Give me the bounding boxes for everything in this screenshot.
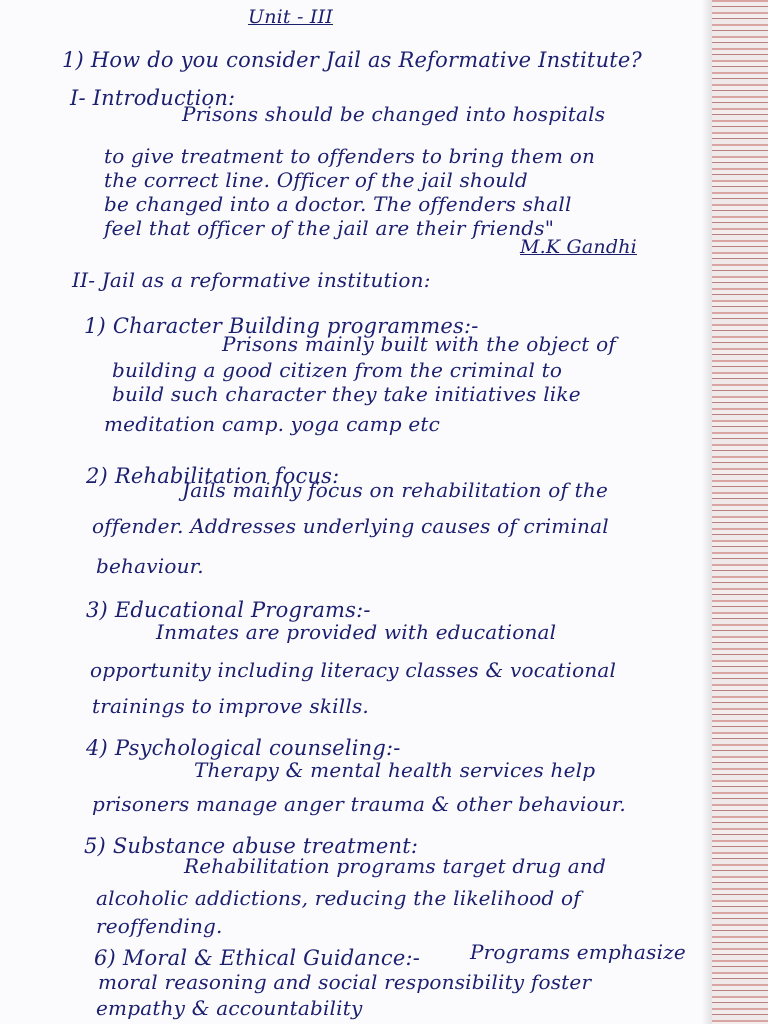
section-heading-reformative: II- Jail as a reformative institution:	[72, 268, 431, 292]
intro-line: Prisons should be changed into hospitals	[182, 102, 606, 126]
point-line: Jails mainly focus on rehabilitation of the	[182, 478, 609, 502]
point-title: 4) Psychological counseling:-	[86, 736, 401, 760]
point-line: behaviour.	[96, 554, 204, 578]
section-heading-introduction: I- Introduction:	[70, 86, 236, 110]
point-line: prisoners manage anger trauma & other behaviour.	[92, 792, 626, 816]
intro-line: be changed into a doctor. The offenders shall	[104, 192, 572, 216]
point-line: empathy & accountability	[96, 996, 363, 1020]
point-title: 1) Character Building programmes:-	[84, 314, 479, 338]
notebook-binding-edge	[712, 0, 768, 1024]
intro-line: to give treatment to offenders to bring them on	[104, 144, 596, 168]
quote-attribution	[520, 238, 637, 257]
point-line: meditation camp. yoga camp etc	[104, 412, 441, 436]
point-line: alcoholic addictions, reducing the likelihood of	[96, 886, 581, 910]
point-line: reoffending.	[96, 914, 223, 938]
point-title: 6) Moral & Ethical Guidance:-	[94, 946, 421, 970]
intro-line: feel that officer of the jail are their friends"	[104, 216, 555, 240]
point-line: Rehabilitation programs target drug and	[184, 854, 607, 878]
point-title: 3) Educational Programs:-	[86, 598, 371, 622]
intro-line: the correct line. Officer of the jail should	[104, 168, 528, 192]
point-line: moral reasoning and social responsibility foster	[98, 970, 592, 994]
point-line: Programs emphasize	[470, 940, 686, 964]
question-text: 1) How do you consider Jail as Reformative Institute?	[62, 48, 643, 72]
point-line: building a good citizen from the criminal to	[112, 358, 563, 382]
point-line: trainings to improve skills.	[92, 694, 369, 718]
binding-shadow	[702, 0, 712, 1024]
point-title: 5) Substance abuse treatment:	[84, 834, 419, 858]
point-line: build such character they take initiatives like	[112, 382, 581, 406]
point-line: Prisons mainly built with the object of	[222, 332, 616, 356]
point-line: Therapy & mental health services help	[194, 758, 596, 782]
point-title: 2) Rehabilitation focus:	[86, 464, 340, 488]
point-line: opportunity including literacy classes & vocational	[90, 658, 617, 682]
point-line: Inmates are provided with educational	[156, 620, 557, 644]
page-title: Unit - III	[248, 6, 333, 28]
attribution-name: M.K Gandhi	[520, 236, 637, 258]
point-line: offender. Addresses underlying causes of criminal	[92, 514, 609, 538]
